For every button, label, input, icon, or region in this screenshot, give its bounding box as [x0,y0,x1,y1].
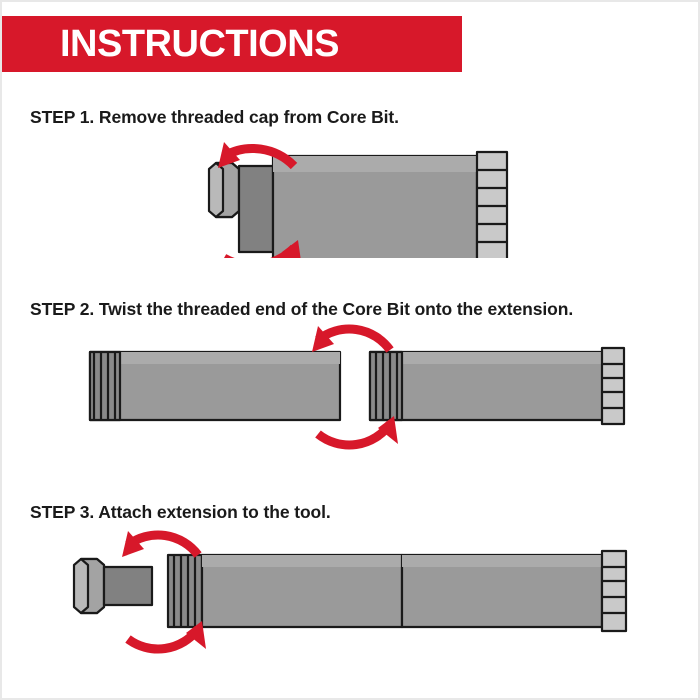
spindle-shaft [104,567,152,605]
page-title: INSTRUCTIONS [60,22,339,65]
step-1-block [2,107,700,258]
extension-to-tool-diagram [2,523,700,663]
thread-band-left [90,352,120,420]
hex-cap-shape [209,163,239,217]
extension-tube-left [90,352,340,420]
step-3-block [2,502,700,663]
diamond-segment-band [477,152,507,258]
diamond-segment-band [602,551,626,631]
core-bit-with-threaded-cap-diagram [2,128,700,258]
step-2-block [2,299,700,460]
step-2-label: STEP 2. Twist the threaded end of the Core Bit onto the extension. [30,299,574,319]
diamond-segment-band [602,348,624,424]
core-bit-onto-extension-diagram [2,320,700,460]
header-banner [2,16,462,72]
step-3-label: STEP 3. Attach extension to the tool. [30,502,331,522]
core-bit-right [370,348,624,424]
hex-spindle-shape [74,559,104,613]
thread-band-right [370,352,402,420]
step-1-label: STEP 1. Remove threaded cap from Core Bit. [30,107,399,127]
thread-band [168,555,202,627]
collar-shape [239,166,273,252]
